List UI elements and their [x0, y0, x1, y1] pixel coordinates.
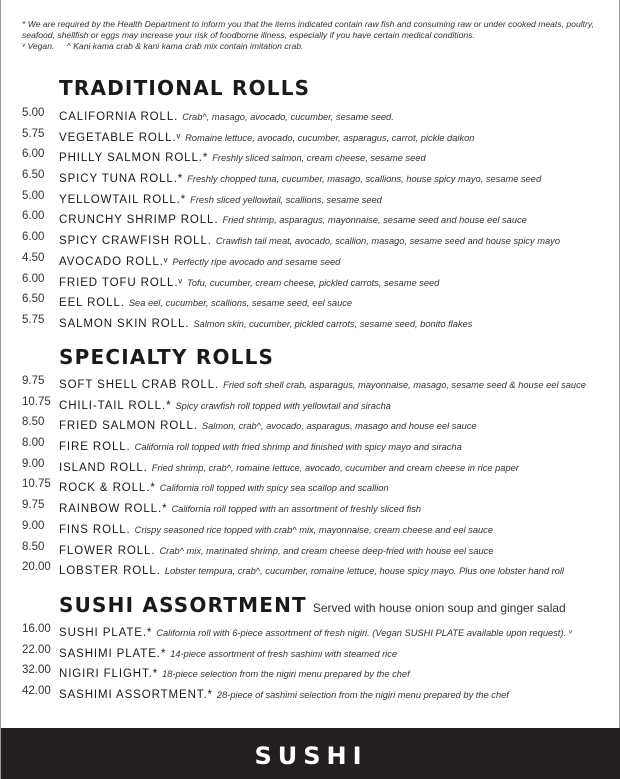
item-price: 42.00	[22, 685, 51, 698]
item-body	[59, 190, 382, 208]
item-name: YELLOWTAIL ROLL.*	[59, 193, 187, 206]
item-name: SASHIMI ASSORTMENT.*	[59, 689, 213, 702]
item-name: RAINBOW ROLL.*	[59, 503, 168, 516]
item-body	[59, 541, 494, 559]
menu-item	[1, 458, 620, 479]
item-body	[59, 499, 421, 517]
item-description: Freshly chopped tuna, cucumber, masago, scallions, house spicy mayo, sesame seed	[187, 174, 542, 185]
item-description: Salmon, crab^, avocado, asparagus, masago and house eel sauce	[201, 421, 477, 432]
footer-banner	[1, 728, 620, 779]
item-description: Sea eel, cucumber, scallions, sesame seed, eel sauce	[128, 298, 353, 309]
item-name: EEL ROLL.	[59, 297, 125, 310]
item-name: CALIFORNIA ROLL.	[59, 111, 179, 123]
item-description: Fried shrimp, crab^, romaine lettuce, avocado, cucumber and cream cheese in rice paper	[151, 462, 519, 473]
health-disclaimer	[22, 19, 607, 52]
item-description: Lobster tempura, crab^, cucumber, romaine lettuce, house spicy mayo. Plus one lobster hand roll	[164, 566, 564, 577]
menu-item	[1, 128, 620, 149]
menu-item	[1, 293, 620, 314]
menu-item	[1, 416, 620, 437]
item-body	[59, 148, 426, 166]
item-name: FINS ROLL.	[59, 523, 131, 536]
item-price: 16.00	[22, 623, 51, 635]
item-body	[59, 314, 472, 332]
item-description: Salmon skin, cucumber, pickled carrots, sesame seed, bonito flakes	[193, 318, 473, 329]
menu-item	[1, 210, 620, 231]
menu-item	[1, 107, 620, 128]
item-body	[59, 561, 564, 579]
item-body	[59, 623, 572, 641]
item-body	[59, 273, 439, 291]
section-title-sushi-assortment	[59, 593, 566, 617]
item-description: Crab^ mix, marinated shrimp, and cream cheese deep-fried with house eel sauce	[159, 545, 494, 556]
item-price: 4.50	[22, 251, 45, 264]
menu-item	[1, 664, 620, 685]
menu-item	[1, 561, 620, 582]
item-description: Fried shrimp, asparagus, mayonnaise, sesame seed and house eel sauce	[222, 215, 527, 226]
item-name: CHILI-TAIL ROLL.*	[59, 399, 172, 412]
item-price: 32.00	[22, 664, 51, 677]
item-body	[59, 520, 493, 538]
menu-item	[1, 499, 620, 520]
item-description: California roll topped with fried shrimp and finished with spicy mayo and siracha	[134, 442, 462, 453]
section-heading: TRADITIONAL ROLLS	[59, 76, 311, 100]
item-body	[59, 644, 397, 662]
item-description: California roll with 6-piece assortment of fresh nigiri. (Vegan SUSHI PLATE available upon request). ᵛ	[156, 628, 572, 638]
item-description: Tofu, cucumber, cream cheese, pickled carrots, sesame seed	[187, 277, 440, 288]
item-body	[59, 458, 519, 476]
item-name: ROCK & ROLL.*	[59, 482, 156, 495]
section-title-traditional-rolls	[59, 76, 310, 100]
menu-item	[1, 396, 620, 417]
item-price: 20.00	[22, 561, 51, 574]
menu-item	[1, 169, 620, 190]
menu-item	[1, 375, 620, 396]
item-body	[59, 416, 477, 434]
section-heading: SPECIALTY ROLLS	[59, 345, 275, 369]
item-name: VEGETABLE ROLL.ᵛ	[59, 131, 182, 144]
vegan-legend: ᵛ Vegan.	[22, 41, 55, 51]
item-description: California roll topped with an assortment of freshly sliced fish	[171, 504, 422, 515]
item-description: Crab^, masago, avocado, cucumber, sesame seed.	[182, 112, 394, 122]
specialty-rolls-list	[1, 375, 620, 582]
item-body	[59, 293, 352, 311]
item-name: AVOCADO ROLL.ᵛ	[59, 255, 169, 268]
menu-item	[1, 273, 620, 294]
legend-row	[22, 41, 607, 52]
item-name: SPICY CRAWFISH ROLL.	[59, 235, 212, 248]
menu-item	[1, 541, 620, 562]
item-name: CRUNCHY SHRIMP ROLL.	[59, 214, 219, 227]
item-price: 8.50	[22, 540, 45, 553]
item-price: 9.00	[22, 457, 45, 470]
item-description: Freshly sliced salmon, cream cheese, sesame seed	[212, 153, 426, 164]
item-name: ISLAND ROLL.	[59, 461, 148, 474]
menu-item	[1, 520, 620, 541]
section-subtitle: Served with house onion soup and ginger salad	[312, 601, 566, 615]
item-price: 5.75	[22, 313, 45, 326]
item-name: SASHIMI PLATE.*	[59, 647, 167, 660]
item-price: 6.00	[22, 272, 45, 285]
menu-item	[1, 644, 620, 665]
item-price: 5.75	[22, 127, 45, 140]
item-description: 14-piece assortment of fresh sashimi with steamed rice	[170, 648, 398, 659]
item-description: Fried soft shell crab, asparagus, mayonnaise, masago, sesame seed & house eel sauce	[223, 380, 586, 390]
menu-item	[1, 437, 620, 458]
item-price: 9.00	[22, 519, 45, 532]
item-description: Crispy seasoned rice topped with crab^ mix, mayonnaise, cream cheese and eel sauce	[134, 524, 493, 535]
item-price: 5.00	[22, 189, 45, 202]
item-body	[59, 169, 541, 187]
item-price: 6.00	[22, 210, 45, 223]
section-title-specialty-rolls	[59, 345, 274, 369]
footer-title: SUSHI	[254, 742, 368, 770]
item-price: 9.75	[22, 375, 45, 387]
item-body	[59, 478, 389, 496]
item-name: SPICY TUNA ROLL.*	[59, 173, 184, 186]
item-description: Crawfish tail meat, avocado, scallion, masago, sesame seed and house spicy mayo	[215, 236, 561, 247]
item-body	[59, 231, 560, 249]
item-name: NIGIRI FLIGHT.*	[59, 668, 159, 681]
sushi-assortment-list	[1, 623, 620, 706]
menu-item	[1, 148, 620, 169]
raw-fish-notice: * We are required by the Health Department to inform you that the items indicated contain raw fish and consuming raw or under cooked meats, poultry, seafood, shellfish or eggs may increase your risk of foodborne illness, especially if you have certain medical conditions.	[22, 19, 594, 40]
item-body	[59, 685, 509, 703]
menu-item	[1, 252, 620, 273]
item-description: Spicy crawfish roll topped with yellowtail and siracha	[175, 400, 391, 411]
item-price: 5.00	[22, 107, 45, 119]
item-price: 22.00	[22, 643, 51, 656]
item-name: SOFT SHELL CRAB ROLL.	[59, 379, 220, 391]
item-description: 18-piece selection from the nigiri menu prepared by the chef	[162, 669, 410, 680]
item-name: SUSHI PLATE.*	[59, 627, 153, 639]
section-heading: SUSHI ASSORTMENT	[59, 593, 307, 617]
menu-item	[1, 314, 620, 335]
item-body	[59, 437, 462, 455]
item-body	[59, 128, 474, 146]
item-description: Romaine lettuce, avocado, cucumber, asparagus, carrot, pickle daikon	[185, 132, 475, 143]
item-price: 10.75	[22, 395, 51, 408]
kani-legend: ^ Kani kama crab & kani kama crab mix contain imitation crab.	[66, 41, 304, 51]
item-name: FRIED TOFU ROLL.ᵛ	[59, 276, 184, 289]
item-body	[59, 107, 394, 125]
item-name: FRIED SALMON ROLL.	[59, 420, 198, 433]
item-price: 6.00	[22, 148, 45, 161]
item-price: 10.75	[22, 478, 51, 491]
item-price: 6.50	[22, 293, 45, 306]
item-body	[59, 396, 391, 414]
item-price: 8.50	[22, 416, 45, 429]
item-name: PHILLY SALMON ROLL.*	[59, 152, 209, 165]
item-name: LOBSTER ROLL.	[59, 565, 161, 578]
menu-item	[1, 623, 620, 644]
item-body	[59, 252, 340, 270]
item-description: Fresh sliced yellowtail, scallions, sesame seed	[190, 194, 382, 205]
menu-item	[1, 231, 620, 252]
item-body	[59, 664, 410, 682]
traditional-rolls-list	[1, 107, 620, 335]
item-description: California roll topped with spicy sea scallop and scallion	[159, 483, 389, 494]
item-name: FIRE ROLL.	[59, 441, 131, 454]
menu-item	[1, 478, 620, 499]
item-description: Perfectly ripe avocado and sesame seed	[172, 256, 341, 267]
item-name: FLOWER ROLL.	[59, 544, 156, 557]
item-price: 6.00	[22, 231, 45, 244]
item-description: 28-piece of sashimi selection from the nigiri menu prepared by the chef	[216, 690, 509, 701]
item-price: 9.75	[22, 499, 45, 512]
menu-item	[1, 190, 620, 211]
item-price: 6.50	[22, 169, 45, 182]
item-price: 8.00	[22, 437, 45, 450]
item-body	[59, 210, 527, 228]
menu-item	[1, 685, 620, 706]
item-body	[59, 375, 586, 393]
item-name: SALMON SKIN ROLL.	[59, 317, 190, 330]
